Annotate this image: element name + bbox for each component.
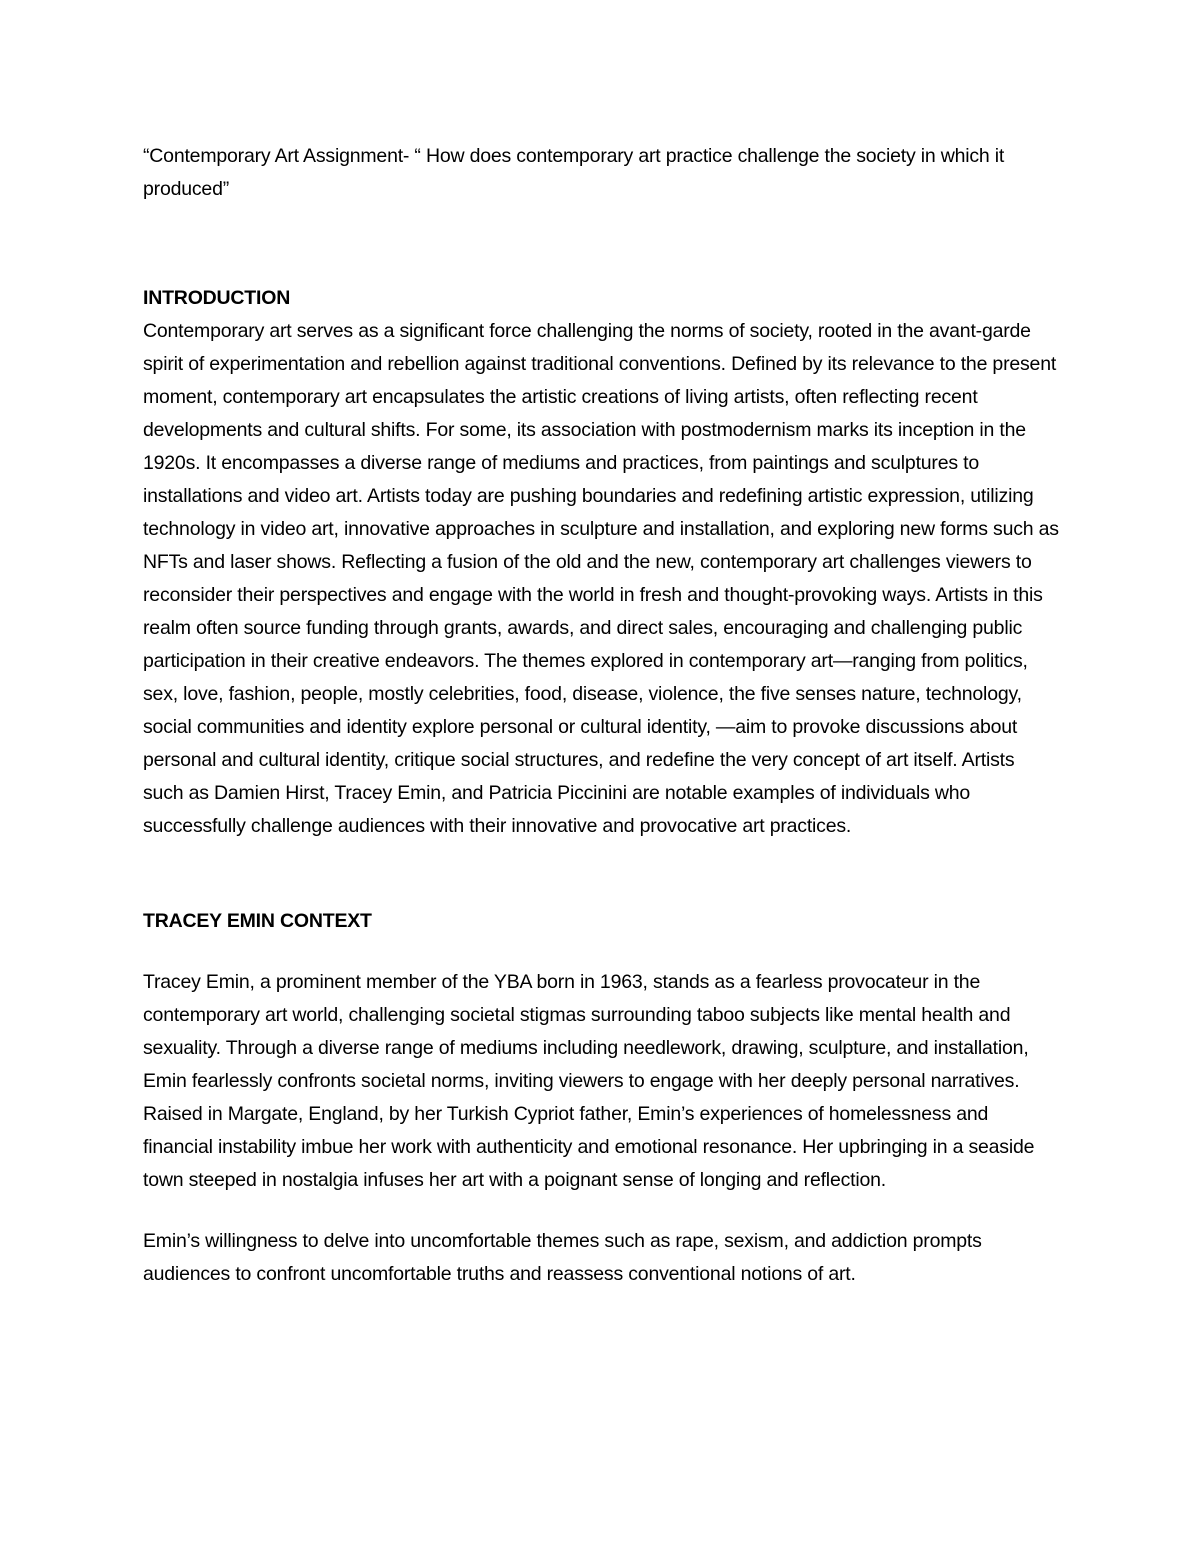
paragraph-introduction: Contemporary art serves as a significant force challenging the norms of society, rooted in the avant-garde spirit of experimentation and rebellion against traditional conventions. Defined by its relevance to the present moment, contemporary art encapsulates the artistic creations of living artists, often reflecting recent developments and cultural shifts. For some, its association with postmodernism marks its inception in the 1920s. It encompasses a diverse range of mediums and practices, from paintings and sculptures to installations and video art. Artists today are pushing boundaries and redefining artistic expression, utilizing technology in video art, innovative approaches in sculpture and installation, and exploring new forms such as NFTs and laser shows. Reflecting a fusion of the old and the new, contemporary art challenges viewers to reconsider their perspectives and engage with the world in fresh and thought-provoking ways. Artists in this realm often source funding through grants, awards, and direct sales, encouraging and challenging public participation in their creative endeavors. The themes explored in contemporary art—ranging from politics, sex, love, fashion, people, mostly celebrities, food, disease, violence, the five senses nature, technology, social communities and identity explore personal or cultural identity, —aim to provoke discussions about personal and cultural identity, critique social structures, and redefine the very concept of art itself. Artists such as Damien Hirst, Tracey Emin, and Patricia Piccinini are notable examples of individuals who successfully challenge audiences with their innovative and provocative art practices. — [143, 320, 1059, 837]
paragraph-emin-themes: Emin’s willingness to delve into uncomfortable themes such as rape, sexism, and addiction prompts audiences to confront uncomfortable truths and reassess conventional notions of art. — [143, 1230, 982, 1285]
section-introduction — [143, 282, 1060, 843]
section-heading-tracey-emin-context: TRACEY EMIN CONTEXT — [143, 910, 372, 932]
section-heading-introduction: INTRODUCTION — [143, 287, 291, 309]
paragraph-emin-background: Tracey Emin, a prominent member of the YBA born in 1963, stands as a fearless provocateur in the contemporary art world, challenging societal stigmas surrounding taboo subjects like mental health and sexuality. Through a diverse range of mediums including needlework, drawing, sculpture, and installation, Emin fearlessly confronts societal norms, inviting viewers to engage with her deeply personal narratives. Raised in Margate, England, by her Turkish Cypriot father, Emin’s experiences of homelessness and financial instability imbue her work with authenticity and emotional resonance. Her upbringing in a seaside town steeped in nostalgia infuses her art with a poignant sense of longing and reflection. — [143, 971, 1035, 1191]
section-tracey-emin-context — [143, 905, 1060, 1291]
document-title: “Contemporary Art Assignment- “ How does contemporary art practice challenge the society in which it produced” — [143, 145, 1005, 200]
